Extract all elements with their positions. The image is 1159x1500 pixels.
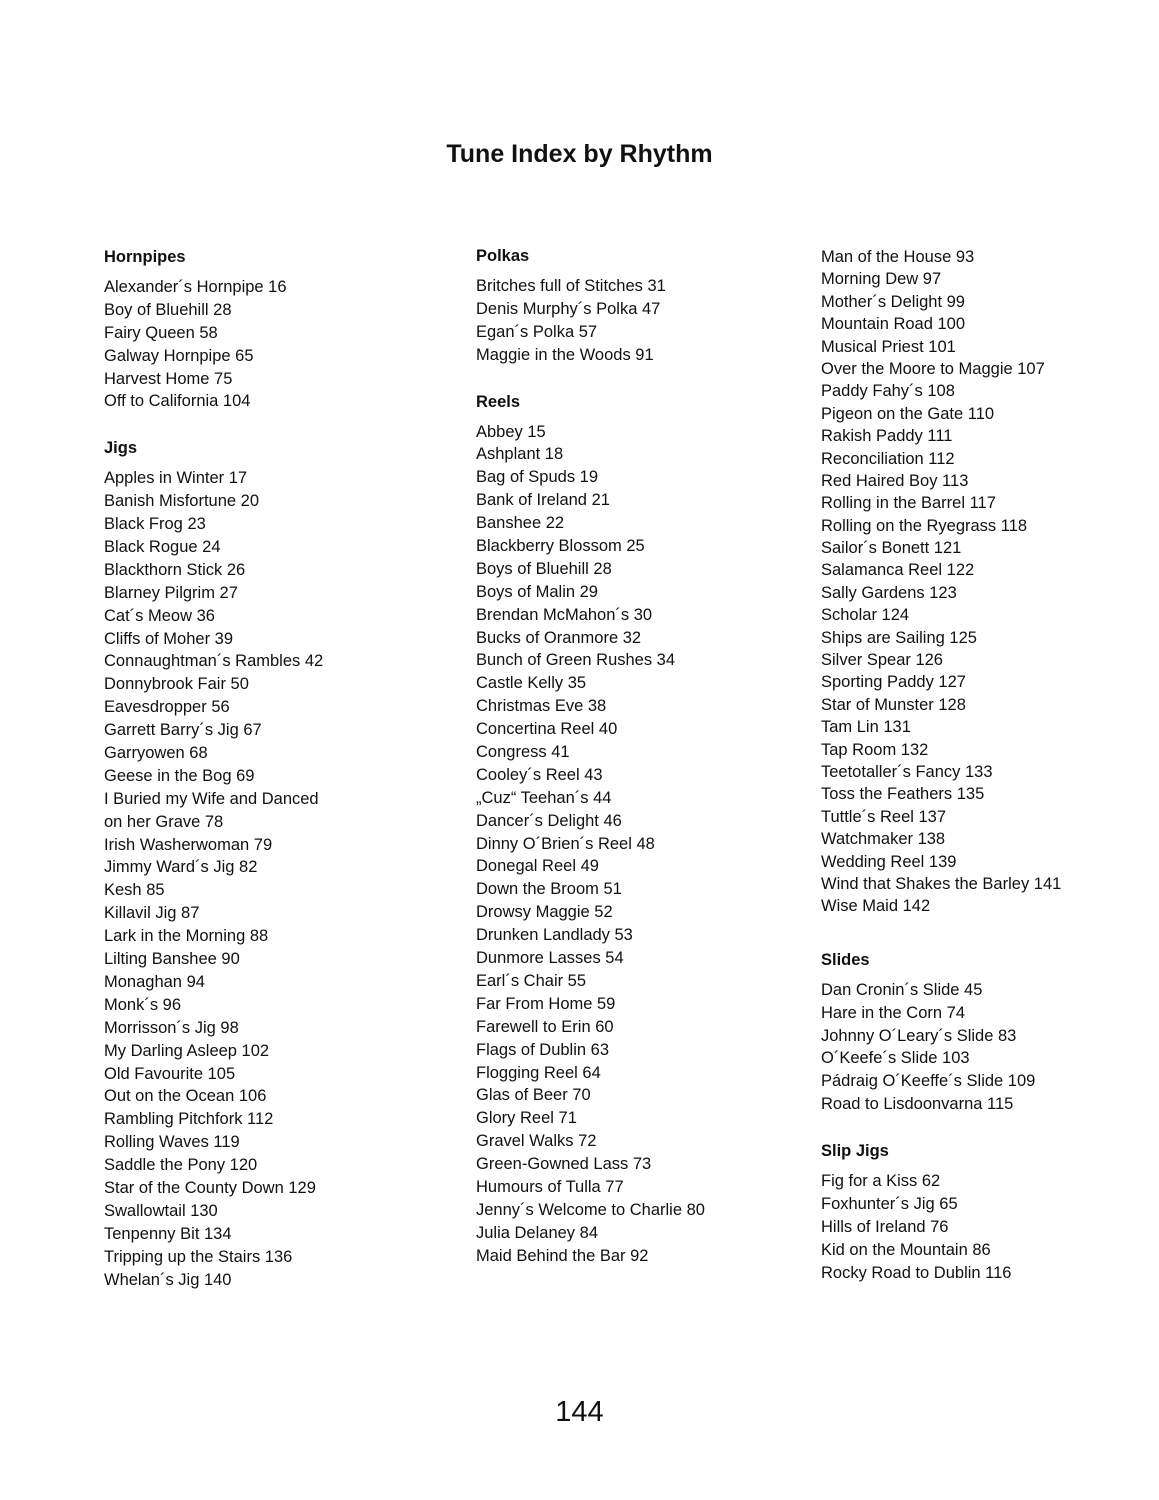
tune-entry: Down the Broom 51: [476, 880, 622, 899]
tune-entry: Road to Lisdoonvarna 115: [821, 1095, 1014, 1114]
tune-list: [476, 275, 806, 367]
tune-entry: Ships are Sailing 125: [821, 628, 977, 647]
tune-entry: Wise Maid 142: [821, 897, 931, 916]
tune-entry: Flags of Dublin 63: [476, 1040, 609, 1059]
tune-entry: „Cuz“ Teehan´s 44: [476, 788, 612, 807]
tune-entry: Humours of Tulla 77: [476, 1177, 624, 1196]
tune-list: [104, 276, 444, 413]
tune-entry: Reconciliation 112: [821, 449, 955, 468]
index-section: [476, 391, 806, 1268]
tune-entry: Star of Munster 128: [821, 695, 966, 714]
tune-entry: Donegal Reel 49: [476, 857, 599, 876]
tune-entry: Scholar 124: [821, 606, 910, 625]
index-section: [476, 245, 806, 367]
tune-entry: Donnybrook Fair 50: [104, 675, 249, 694]
tune-entry: Out on the Ocean 106: [104, 1087, 267, 1106]
tune-entry: Jimmy Ward´s Jig 82: [104, 858, 258, 877]
tune-entry: Banish Misfortune 20: [104, 492, 260, 511]
tune-entry: Julia Delaney 84: [476, 1223, 598, 1242]
tune-entry: Killavil Jig 87: [104, 904, 200, 923]
tune-entry: Rambling Pitchfork 112: [104, 1110, 274, 1129]
section-heading: Slides: [821, 950, 870, 969]
tune-entry: Glas of Beer 70: [476, 1086, 591, 1105]
tune-entry: Gravel Walks 72: [476, 1132, 597, 1151]
tune-entry: Over the Moore to Maggie 107: [821, 359, 1045, 378]
tune-entry: Monaghan 94: [104, 972, 205, 991]
tune-entry: Mother´s Delight 99: [821, 292, 965, 311]
index-section: [821, 1140, 1121, 1284]
index-column: [821, 246, 1121, 1309]
tune-entry: Pádraig O´Keeffe´s Slide 109: [821, 1072, 1036, 1091]
tune-entry: Garrett Barry´s Jig 67: [104, 721, 262, 740]
tune-entry: Wedding Reel 139: [821, 852, 957, 871]
tune-entry: Kesh 85: [104, 881, 165, 900]
tune-entry: Rolling in the Barrel 117: [821, 494, 996, 513]
tune-entry: Geese in the Bog 69: [104, 766, 255, 785]
tune-entry: Connaughtman´s Rambles 42: [104, 652, 324, 671]
tune-entry: Saddle the Pony 120: [104, 1156, 258, 1175]
tune-entry: Garryowen 68: [104, 744, 208, 763]
tune-entry: Maid Behind the Bar 92: [476, 1246, 649, 1265]
tune-entry: Musical Priest 101: [821, 337, 956, 356]
tune-entry: Black Frog 23: [104, 515, 206, 534]
tune-entry: Kid on the Mountain 86: [821, 1240, 991, 1259]
tune-entry: Blackberry Blossom 25: [476, 537, 645, 556]
tune-entry: Boys of Bluehill 28: [476, 559, 612, 578]
tune-entry: Whelan´s Jig 140: [104, 1270, 232, 1289]
section-heading: Jigs: [104, 439, 138, 458]
tune-entry: Cat´s Meow 36: [104, 606, 215, 625]
index-section: [821, 246, 1121, 918]
index-section: [821, 949, 1121, 1116]
tune-entry: Lilting Banshee 90: [104, 950, 240, 969]
tune-entry: Bag of Spuds 19: [476, 468, 599, 487]
tune-entry: Silver Spear 126: [821, 651, 943, 670]
tune-entry: Black Rogue 24: [104, 538, 221, 557]
tune-entry: Bank of Ireland 21: [476, 491, 610, 510]
tune-entry: Blackthorn Stick 26: [104, 560, 246, 579]
tune-entry: Salamanca Reel 122: [821, 561, 975, 580]
tune-entry: Flogging Reel 64: [476, 1063, 601, 1082]
tune-entry: Rolling on the Ryegrass 118: [821, 516, 1028, 535]
tune-entry: Sailor´s Bonett 121: [821, 539, 962, 558]
section-heading: Hornpipes: [104, 248, 186, 266]
tune-entry: Maggie in the Woods 91: [476, 345, 654, 364]
tune-entry: Bunch of Green Rushes 34: [476, 651, 676, 670]
tune-list: [476, 421, 806, 1268]
tune-entry: Eavesdropper 56: [104, 698, 230, 717]
tune-entry: Congress 41: [476, 743, 570, 762]
tune-entry: Tripping up the Stairs 136: [104, 1247, 293, 1266]
tune-entry: Concertina Reel 40: [476, 720, 618, 739]
tune-entry: Paddy Fahy´s 108: [821, 382, 955, 401]
tune-entry: Fig for a Kiss 62: [821, 1172, 941, 1191]
tune-entry: Monk´s 96: [104, 995, 182, 1014]
tune-entry: Hare in the Corn 74: [821, 1003, 965, 1022]
tune-entry: Red Haired Boy 113: [821, 471, 969, 490]
tune-list: [821, 979, 1121, 1116]
tune-entry: Harvest Home 75: [104, 369, 233, 388]
index-section: [104, 246, 444, 413]
tune-entry: Tam Lin 131: [821, 718, 911, 737]
tune-entry: Tuttle´s Reel 137: [821, 807, 947, 826]
tune-entry: Star of the County Down 129: [104, 1178, 316, 1197]
page-title: Tune Index by Rhythm: [446, 140, 713, 168]
tune-entry: Britches full of Stitches 31: [476, 277, 666, 295]
tune-entry: Egan´s Polka 57: [476, 322, 598, 341]
section-heading: Polkas: [476, 247, 530, 265]
tune-entry: on her Grave 78: [104, 812, 224, 831]
tune-entry: Boy of Bluehill 28: [104, 300, 232, 319]
tune-entry: Earl´s Chair 55: [476, 971, 587, 990]
tune-entry: Boys of Malin 29: [476, 582, 598, 601]
tune-entry: Tenpenny Bit 134: [104, 1224, 232, 1243]
tune-entry: Galway Hornpipe 65: [104, 346, 254, 365]
tune-entry: Foxhunter´s Jig 65: [821, 1194, 958, 1213]
index-section: [104, 437, 444, 1291]
tune-entry: Farewell to Erin 60: [476, 1017, 614, 1036]
tune-entry: Sally Gardens 123: [821, 583, 957, 602]
tune-entry: Johnny O´Leary´s Slide 83: [821, 1026, 1017, 1045]
tune-entry: Morrisson´s Jig 98: [104, 1018, 239, 1037]
tune-entry: Glory Reel 71: [476, 1109, 577, 1128]
tune-entry: I Buried my Wife and Danced: [104, 789, 319, 808]
tune-entry: Old Favourite 105: [104, 1064, 236, 1083]
tune-entry: Cliffs of Moher 39: [104, 629, 234, 648]
section-heading: Reels: [476, 392, 521, 411]
tune-entry: Green-Gowned Lass 73: [476, 1155, 652, 1174]
tune-entry: Fairy Queen 58: [104, 323, 218, 342]
tune-entry: Pigeon on the Gate 110: [821, 404, 995, 423]
tune-entry: Brendan McMahon´s 30: [476, 605, 653, 624]
tune-entry: Mountain Road 100: [821, 315, 966, 334]
tune-entry: Banshee 22: [476, 514, 565, 533]
tune-entry: Far From Home 59: [476, 994, 616, 1013]
index-column: [104, 246, 444, 1315]
tune-entry: Off to California 104: [104, 392, 251, 411]
tune-entry: Dinny O´Brien´s Reel 48: [476, 834, 655, 853]
tune-entry: Cooley´s Reel 43: [476, 765, 603, 784]
tune-entry: Morning Dew 97: [821, 270, 942, 289]
tune-list: [821, 1170, 1121, 1284]
tune-entry: O´Keefe´s Slide 103: [821, 1049, 970, 1068]
tune-entry: Hills of Ireland 76: [821, 1217, 949, 1236]
tune-entry: Toss the Feathers 135: [821, 785, 985, 804]
tune-entry: Drowsy Maggie 52: [476, 903, 613, 922]
tune-entry: Jenny´s Welcome to Charlie 80: [476, 1200, 705, 1219]
tune-entry: Lark in the Morning 88: [104, 927, 269, 946]
index-column: [476, 245, 806, 1292]
tune-entry: My Darling Asleep 102: [104, 1041, 270, 1060]
tune-entry: Man of the House 93: [821, 248, 975, 266]
page-number: 144: [555, 1396, 604, 1428]
tune-entry: Teetotaller´s Fancy 133: [821, 762, 993, 781]
tune-entry: Denis Murphy´s Polka 47: [476, 299, 661, 318]
tune-entry: Watchmaker 138: [821, 830, 946, 849]
tune-entry: Drunken Landlady 53: [476, 926, 633, 945]
tune-entry: Dunmore Lasses 54: [476, 949, 624, 968]
tune-entry: Christmas Eve 38: [476, 697, 607, 716]
tune-entry: Rocky Road to Dublin 116: [821, 1263, 1012, 1282]
tune-entry: Blarney Pilgrim 27: [104, 583, 238, 602]
section-heading: Slip Jigs: [821, 1142, 889, 1161]
tune-entry: Swallowtail 130: [104, 1201, 218, 1220]
tune-entry: Ashplant 18: [476, 445, 564, 464]
tune-entry: Apples in Winter 17: [104, 469, 248, 488]
tune-entry: Rolling Waves 119: [104, 1133, 240, 1152]
tune-entry: Sporting Paddy 127: [821, 673, 966, 692]
tune-entry: Bucks of Oranmore 32: [476, 628, 642, 647]
tune-entry: Castle Kelly 35: [476, 674, 587, 693]
tune-entry: Dancer´s Delight 46: [476, 811, 622, 830]
tune-entry: Rakish Paddy 111: [821, 427, 953, 446]
tune-list: [821, 246, 1121, 918]
tune-entry: Irish Washerwoman 79: [104, 835, 273, 854]
tune-entry: Abbey 15: [476, 422, 546, 441]
tune-entry: Tap Room 132: [821, 740, 929, 759]
tune-entry: Wind that Shakes the Barley 141: [821, 874, 1062, 893]
tune-entry: Alexander´s Hornpipe 16: [104, 278, 287, 296]
tune-entry: Dan Cronin´s Slide 45: [821, 980, 983, 999]
tune-list: [104, 467, 444, 1291]
